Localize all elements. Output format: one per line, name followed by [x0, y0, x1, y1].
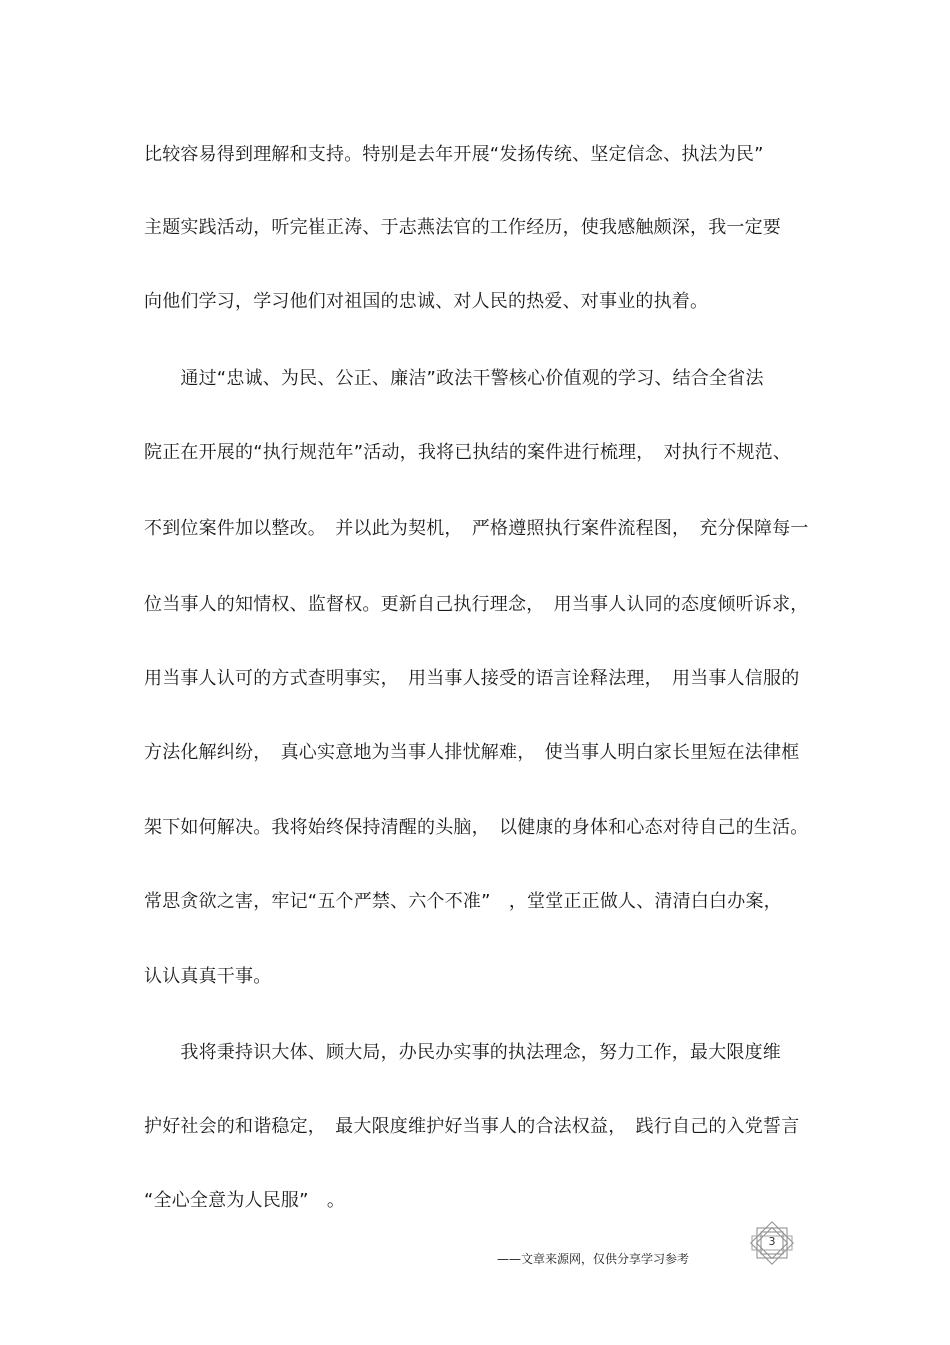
text-line: 认认真真干事。	[144, 966, 272, 987]
text-line: 位当事人的知情权、监督权。更新自己执行理念， 用当事人认同的态度倾听诉求，	[144, 594, 809, 615]
page-number: 3	[768, 1235, 776, 1248]
text-line: 架下如何解决。我将始终保持清醒的头脑， 以健康的身体和心态对待自己的生活。	[144, 817, 809, 838]
text-line: 用当事人认可的方式查明事实， 用当事人接受的语言诠释法理， 用当事人信服的	[144, 668, 800, 689]
text-line: 院正在开展的“执行规范年”活动，我将已执结的案件进行梳理， 对执行不规范、	[144, 442, 792, 463]
text-line: 我将秉持识大体、顾大局，办民办实事的执法理念，努力工作，最大限度维	[144, 1042, 781, 1063]
text-line: 方法化解纠纷， 真心实意地为当事人排忧解难， 使当事人明白家长里短在法律框	[144, 742, 800, 763]
text-line: 常思贪欲之害，牢记“五个严禁、六个不准” ，堂堂正正做人、清清白白办案，	[144, 891, 782, 912]
text-line: 不到位案件加以整改。 并以此为契机， 严格遵照执行案件流程图， 充分保障每一	[144, 518, 809, 539]
text-line: 主题实践活动，听完崔正涛、于志燕法官的工作经历，使我感触颇深，我一定要	[144, 217, 781, 238]
text-line: 向他们学习，学习他们对祖国的忠诚、对人民的热爱、对事业的执着。	[144, 291, 709, 312]
text-line: 比较容易得到理解和支持。特别是去年开展“发扬传统、坚定信念、执法为民”	[144, 144, 764, 165]
footer-source-note: ——文章来源网，仅供分享学习参考	[497, 1252, 690, 1266]
text-line: 通过“忠诚、为民、公正、廉洁”政法干警核心价值观的学习、结合全省法	[144, 368, 764, 389]
text-line: 护好社会的和谐稳定， 最大限度维护好当事人的合法权益， 践行自己的入党誓言	[144, 1116, 800, 1137]
page-number-badge	[748, 1219, 796, 1267]
text-line: “全心全意为人民服” 。	[144, 1190, 346, 1211]
